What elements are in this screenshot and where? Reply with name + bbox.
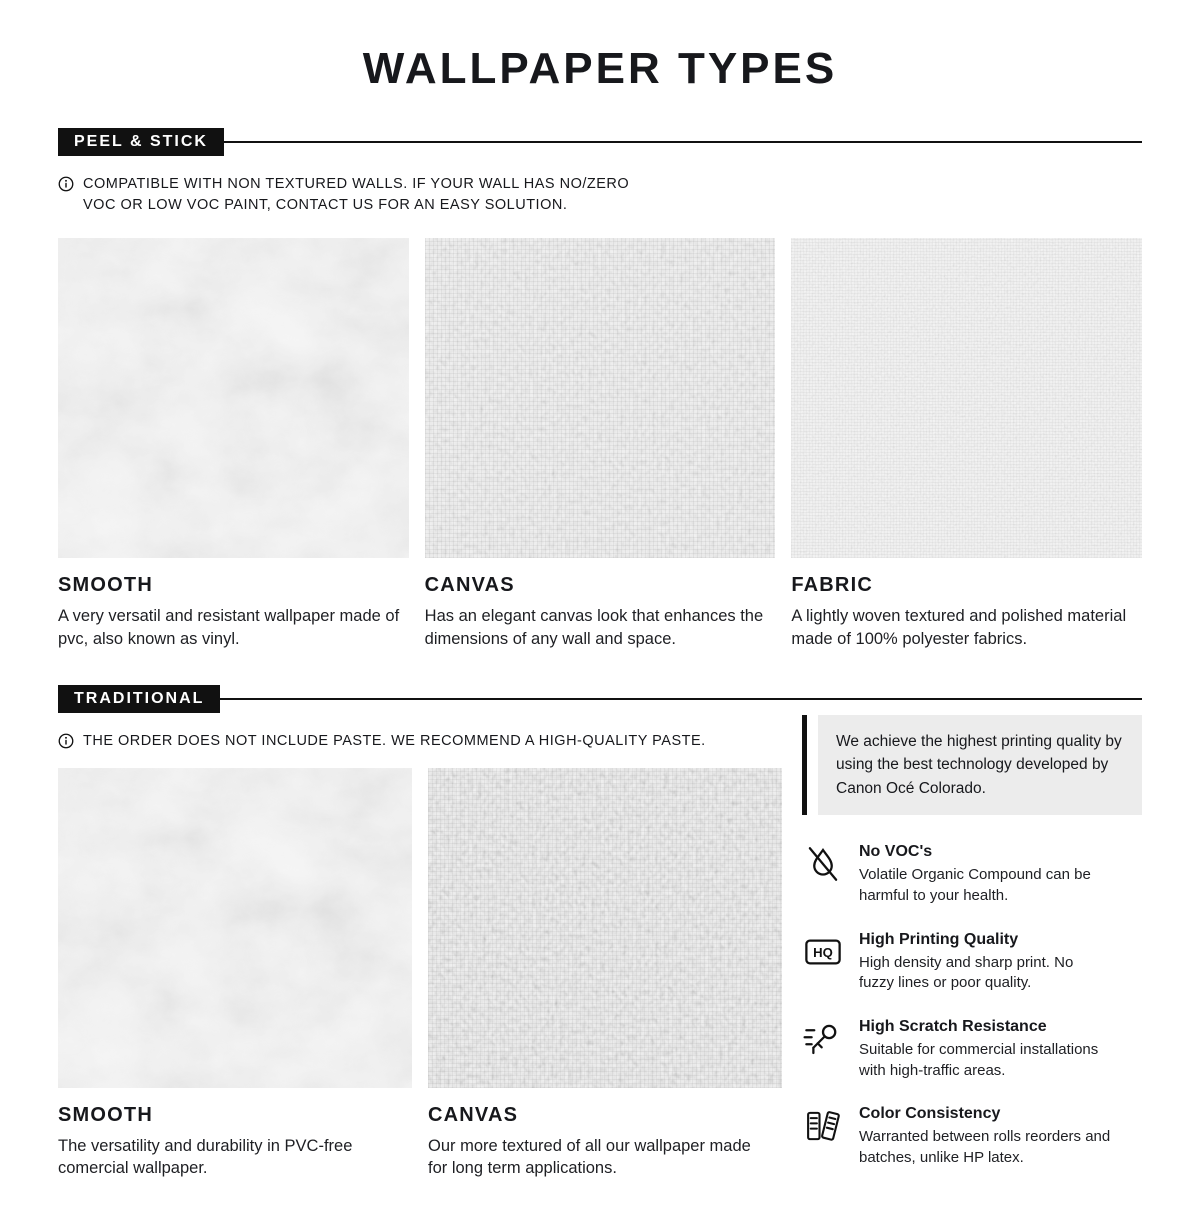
traditional-header xyxy=(58,685,1142,713)
wallpaper-card-canvas xyxy=(425,238,776,651)
wallpaper-card-canvas xyxy=(428,768,782,1181)
color-consistency-icon xyxy=(802,1105,844,1147)
feature-text xyxy=(859,1105,1111,1168)
hq-print-icon xyxy=(802,931,844,973)
feature-text xyxy=(859,843,1111,906)
scratch-resistance-icon xyxy=(802,1018,844,1060)
feature-description: Suitable for commercial installations with high-traffic areas. xyxy=(859,1040,1099,1079)
quality-statement-box xyxy=(802,715,1142,816)
quality-statement: We achieve the highest printing quality by using the best technology developed by Canon Océ Colorado. xyxy=(818,715,1142,816)
swatch-name: FABRIC xyxy=(791,574,873,597)
feature-text xyxy=(859,1018,1111,1081)
note-text: THE ORDER DOES NOT INCLUDE PASTE. WE RECOMMEND A HIGH-QUALITY PASTE. xyxy=(83,732,706,749)
peel-stick-header xyxy=(58,128,1142,156)
fabric-texture-swatch xyxy=(791,238,1142,558)
smooth-texture-swatch xyxy=(58,768,412,1088)
feature-title: No VOC's xyxy=(859,843,933,861)
feature-color-consistency xyxy=(802,1105,1142,1168)
wallpaper-card-smooth xyxy=(58,768,412,1181)
feature-title: High Scratch Resistance xyxy=(859,1017,1047,1035)
smooth-texture-swatch xyxy=(58,238,409,558)
wallpaper-card-smooth xyxy=(58,238,409,651)
canvas-texture-swatch xyxy=(425,238,776,558)
swatch-description: A lightly woven textured and polished material made of 100% polyester fabrics. xyxy=(791,607,1127,648)
feature-title: Color Consistency xyxy=(859,1105,1001,1123)
header-rule xyxy=(220,698,1142,700)
accent-bar xyxy=(802,715,807,816)
swatch-description: A very versatil and resistant wallpaper made of pvc, also known as vinyl. xyxy=(58,607,400,648)
section-traditional xyxy=(58,685,1142,1181)
traditional-badge: TRADITIONAL xyxy=(58,685,220,713)
swatch-description: Has an elegant canvas look that enhances the dimensions of any wall and space. xyxy=(424,607,764,648)
feature-description: Warranted between rolls reorders and batches, unlike HP latex. xyxy=(859,1128,1111,1167)
page-title: WALLPAPER TYPES xyxy=(362,44,838,93)
wallpaper-card-fabric xyxy=(791,238,1142,651)
swatch-name: SMOOTH xyxy=(58,1103,153,1126)
feature-description: High density and sharp print. No fuzzy lines or poor quality. xyxy=(859,953,1074,992)
swatch-name: CANVAS xyxy=(428,1103,519,1126)
info-icon xyxy=(58,733,74,749)
traditional-note xyxy=(58,731,782,752)
quality-panel xyxy=(802,713,1142,1181)
peel-stick-swatch-grid xyxy=(58,238,1142,651)
traditional-swatches-column xyxy=(58,713,782,1181)
no-voc-icon xyxy=(802,843,844,885)
feature-high-printing-quality xyxy=(802,931,1142,994)
header-rule xyxy=(224,141,1142,143)
swatch-description: The versatility and durability in PVC-free comercial wallpaper. xyxy=(58,1136,353,1178)
feature-no-voc xyxy=(802,843,1142,906)
feature-description: Volatile Organic Compound can be harmful to your health. xyxy=(859,866,1091,904)
info-icon xyxy=(58,176,74,192)
feature-list xyxy=(802,843,1142,1169)
traditional-swatch-grid xyxy=(58,768,782,1181)
peel-stick-badge: PEEL & STICK xyxy=(58,128,224,156)
swatch-description: Our more textured of all our wallpaper made for long term applications. xyxy=(428,1136,751,1178)
svg-text:HQ: HQ xyxy=(813,944,833,960)
note-text: COMPATIBLE WITH NON TEXTURED WALLS. IF YOUR WALL HAS NO/ZERO VOC OR LOW VOC PAINT, CONTACT US FOR AN EASY SOLUTION. xyxy=(83,176,630,214)
section-peel-stick xyxy=(58,128,1142,651)
traditional-content xyxy=(58,713,1142,1181)
feature-title: High Printing Quality xyxy=(859,930,1019,948)
swatch-name: SMOOTH xyxy=(58,574,153,597)
canvas-texture-swatch xyxy=(428,768,782,1088)
peel-stick-note xyxy=(58,174,1142,216)
swatch-name: CANVAS xyxy=(424,574,515,597)
feature-high-scratch-resistance xyxy=(802,1018,1142,1081)
feature-text xyxy=(859,931,1111,994)
